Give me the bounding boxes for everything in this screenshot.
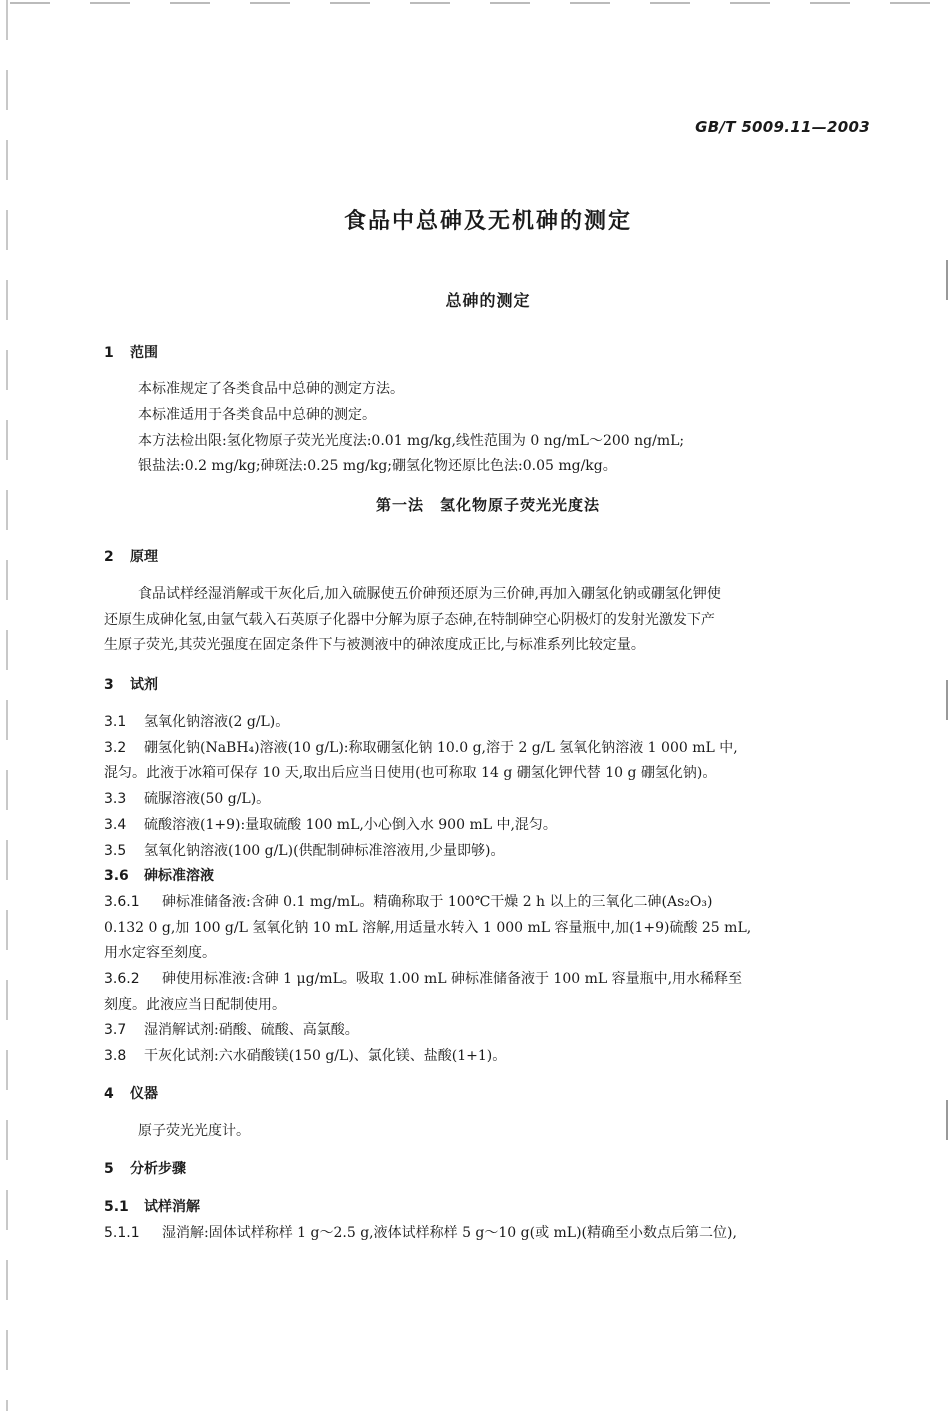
section-5-heading: 5 分析步骤 — [104, 1161, 186, 1177]
reagent-3-4: 3.4 硫酸溶液(1+9):量取硫酸 100 mL,小心倒入水 900 mL 中,混匀。 — [104, 817, 557, 833]
reagent-3-7: 3.7 湿消解试剂:硝酸、硫酸、高氯酸。 — [104, 1022, 359, 1038]
step-5-1: 5.1 试样消解 — [104, 1199, 200, 1215]
reagent-3-6-2-cont: 刻度。此液应当日配制使用。 — [104, 997, 286, 1013]
section-4-heading: 4 仪器 — [104, 1086, 158, 1102]
document-subtitle: 总砷的测定 — [445, 291, 531, 310]
scope-paragraph-1: 本标准规定了各类食品中总砷的测定方法。 — [138, 381, 404, 397]
reagent-3-6-1: 3.6.1 砷标准储备液:含砷 0.1 mg/mL。精确称取于 100℃干燥 2 h 以上的三氧化二砷(As₂O₃) — [104, 894, 713, 910]
section-3-heading: 3 试剂 — [104, 677, 158, 693]
instrument-paragraph: 原子荧光光度计。 — [138, 1123, 250, 1139]
standard-number: GB/T 5009.11—2003 — [695, 118, 870, 136]
method-title: 第一法 氢化物原子荧光光度法 — [375, 496, 600, 514]
reagent-3-6: 3.6 砷标准溶液 — [104, 868, 214, 884]
section-2-heading: 2 原理 — [104, 549, 158, 565]
principle-line-2: 还原生成砷化氢,由氩气载入石英原子化器中分解为原子态砷,在特制砷空心阴极灯的发射光激发下产 — [104, 612, 715, 628]
principle-line-1: 食品试样经湿消解或干灰化后,加入硫脲使五价砷预还原为三价砷,再加入硼氢化钠或硼氢化钾使 — [138, 586, 721, 602]
scope-paragraph-3: 本方法检出限:氢化物原子荧光光度法:0.01 mg/kg,线性范围为 0 ng/mL～200 ng/mL; — [138, 433, 685, 449]
reagent-3-8: 3.8 干灰化试剂:六水硝酸镁(150 g/L)、氯化镁、盐酸(1+1)。 — [104, 1048, 507, 1064]
reagent-3-6-2: 3.6.2 砷使用标准液:含砷 1 μg/mL。吸取 1.00 mL 砷标准储备液于 100 mL 容量瓶中,用水稀释至 — [104, 971, 743, 987]
step-5-1-1: 5.1.1 湿消解:固体试样称样 1 g～2.5 g,液体试样称样 5 g～10 g(或 mL)(精确至小数点后第二位), — [104, 1225, 737, 1241]
document-title: 食品中总砷及无机砷的测定 — [343, 209, 632, 234]
reagent-3-3: 3.3 硫脲溶液(50 g/L)。 — [104, 791, 271, 807]
reagent-3-6-1-cont-2: 用水定容至刻度。 — [104, 945, 216, 961]
scope-paragraph-4: 银盐法:0.2 mg/kg;砷斑法:0.25 mg/kg;硼氢化物还原比色法:0.05 mg/kg。 — [138, 458, 617, 474]
reagent-3-6-1-cont-1: 0.132 0 g,加 100 g/L 氢氧化钠 10 mL 溶解,用适量水转入 1 000 mL 容量瓶中,加(1+9)硫酸 25 mL, — [104, 920, 752, 936]
scope-paragraph-2: 本标准适用于各类食品中总砷的测定。 — [138, 407, 376, 423]
principle-line-3: 生原子荧光,其荧光强度在固定条件下与被测液中的砷浓度成正比,与标准系列比较定量。 — [104, 637, 645, 653]
reagent-3-2: 3.2 硼氢化钠(NaBH₄)溶液(10 g/L):称取硼氢化钠 10.0 g,溶于 2 g/L 氢氧化钠溶液 1 000 mL 中, — [104, 740, 738, 756]
reagent-3-1: 3.1 氢氧化钠溶液(2 g/L)。 — [104, 714, 290, 730]
section-1-heading: 1 范围 — [104, 345, 158, 361]
reagent-3-5: 3.5 氢氧化钠溶液(100 g/L)(供配制砷标准溶液用,少量即够)。 — [104, 843, 505, 859]
scan-edge-top — [0, 0, 950, 8]
reagent-3-2-cont: 混匀。此液于冰箱可保存 10 天,取出后应当日使用(也可称取 14 g 硼氢化钾代替 10 g 硼氢化钠)。 — [104, 765, 717, 781]
